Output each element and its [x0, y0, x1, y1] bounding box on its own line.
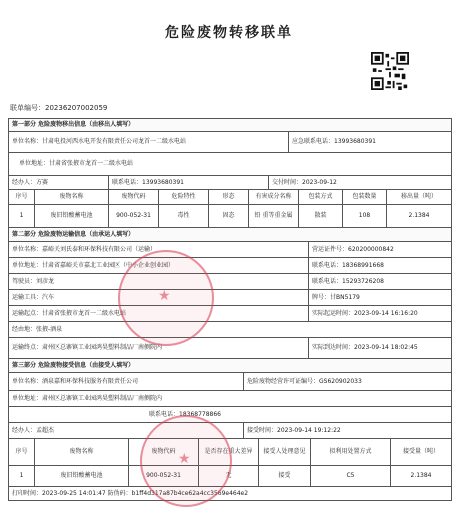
part2-driver: 驾驶员：刘彦龙 [9, 274, 309, 289]
part3-handler: 经办人：孟超杰 [9, 423, 244, 438]
form-number: 联单编号：20236207002059 [10, 104, 108, 112]
part2-start: 运输起点：甘肃省张掖市龙首一二级水电站 [9, 306, 309, 321]
part3-license: 危险废物经营许可证编号：GS620902033 [247, 377, 362, 385]
col-header: 废物代码 [129, 439, 199, 465]
part2-header: 第二部分 危险废物运输信息（由承运人填写） [12, 230, 135, 238]
col-header: 有害成分名称 [249, 190, 299, 204]
cell: 废旧铅酸蓄电池 [35, 466, 129, 486]
col-header: 移出量（吨） [400, 193, 437, 200]
cell: C5 [311, 466, 391, 486]
part2-header-row [9, 228, 451, 242]
footer-row [9, 487, 451, 501]
part3-date: 接受时间：2023-09-14 19:12:22 [247, 426, 341, 434]
col-header: 形态 [209, 190, 249, 204]
seal-stamp-icon: ★ [140, 415, 232, 507]
col-header: 废物名称 [35, 439, 129, 465]
cell: 1 [9, 466, 35, 486]
part2-phone: 联系电话：18368991668 [312, 261, 384, 269]
part1-unit: 单位名称：甘肃电投河西水电开发有限责任公司龙首一二级水电站 [9, 132, 289, 152]
cell: 900-052-31 [129, 466, 199, 486]
seal-stamp-icon: ★ [118, 250, 214, 346]
col-header: 接受人处理意见 [259, 439, 311, 465]
cell: 900-052-31 [109, 205, 159, 227]
part3-phone: 联系电话：18368778866 [149, 410, 221, 418]
part1-handler: 经办人：方赛 [9, 176, 109, 189]
part1-columns-row [9, 190, 451, 205]
print-footer: 打印时间：2023-09-25 14:01:47 防伪码：b1ff4d317a87b4ce62a4cc3569e464e2 [12, 489, 249, 497]
part3-header-row [9, 359, 451, 373]
cell: 2.1384 [410, 472, 432, 479]
cell: 无 [199, 466, 259, 486]
part3-header: 第三部分 危险废物接受信息（由接受人填写） [12, 361, 135, 369]
cell: 废旧铅酸蓄电池 [35, 205, 109, 227]
part2-via: 经由地：张掖-酒泉 [12, 325, 63, 333]
col-header: 拟利用处置方式 [311, 439, 391, 465]
part2-tool: 运输工具：汽车 [9, 290, 309, 305]
part3-address: 单位地址：肃州区总寨镇工业园鸿昊塑料制品厂南侧院内 [12, 394, 163, 402]
part1-header: 第一部分 危险废物移出信息（由移出人填写） [12, 121, 135, 128]
cell: 接受 [259, 466, 311, 486]
part2-license: 营运证件号：620200000842 [312, 245, 394, 253]
col-header: 序号 [9, 439, 35, 465]
part2-start-time: 实际起运时间：2023-09-14 16:16:20 [312, 309, 418, 317]
col-header: 废物名称 [35, 190, 109, 204]
part1-header-row [9, 119, 451, 132]
cell: 毒性 [159, 205, 209, 227]
form-title: 危险废物转移联单 [165, 25, 293, 41]
col-header: 危险特性 [159, 190, 209, 204]
part1-emergency-phone: 应急联系电话：13993680391 [292, 138, 376, 145]
part2-address: 单位地址：甘肃省嘉峪关市嘉北工业园区（中小企业创业园） [9, 258, 309, 273]
part2-end: 运输终点：肃州区总寨镇工业园鸿昊塑料制品厂南侧院内 [9, 338, 309, 358]
col-header: 废物代码 [109, 190, 159, 204]
part2-driver-phone: 联系电话：15293726208 [312, 277, 384, 285]
col-header: 包装数量 [343, 190, 387, 204]
col-header: 序号 [9, 190, 35, 204]
part1-delivery-date: 交付时间：2023-09-12 [272, 178, 337, 186]
part1-address: 单位地址：甘肃省张掖市龙首一二级水电站 [19, 160, 134, 167]
part2-end-time: 实际到达时间：2023-09-14 18:02:45 [312, 344, 418, 351]
part2-unit: 单位名称：嘉峪关刘氏泰和环保科技有限公司（运输） [9, 242, 309, 257]
qr-code-icon [371, 52, 409, 90]
cell: 2.1384 [408, 212, 430, 219]
cell: 铅 重等重金属 [249, 205, 299, 227]
cell: 固态 [209, 205, 249, 227]
part2-plate: 牌号：甘BN5179 [312, 293, 360, 301]
cell: 1 [9, 205, 35, 227]
cell: 散装 [299, 205, 343, 227]
part1-phone: 联系电话：13993680391 [109, 176, 269, 189]
cell: 108 [343, 205, 387, 227]
col-header: 包装方式 [299, 190, 343, 204]
part1-item-row [9, 205, 451, 228]
col-header: 接受量（吨） [402, 448, 439, 455]
transfer-form-table [8, 118, 452, 501]
col-header: 是否存在重大差异 [199, 439, 259, 465]
part3-unit: 单位名称：酒泉嘉和环保科技服务有限责任公司 [9, 373, 244, 390]
